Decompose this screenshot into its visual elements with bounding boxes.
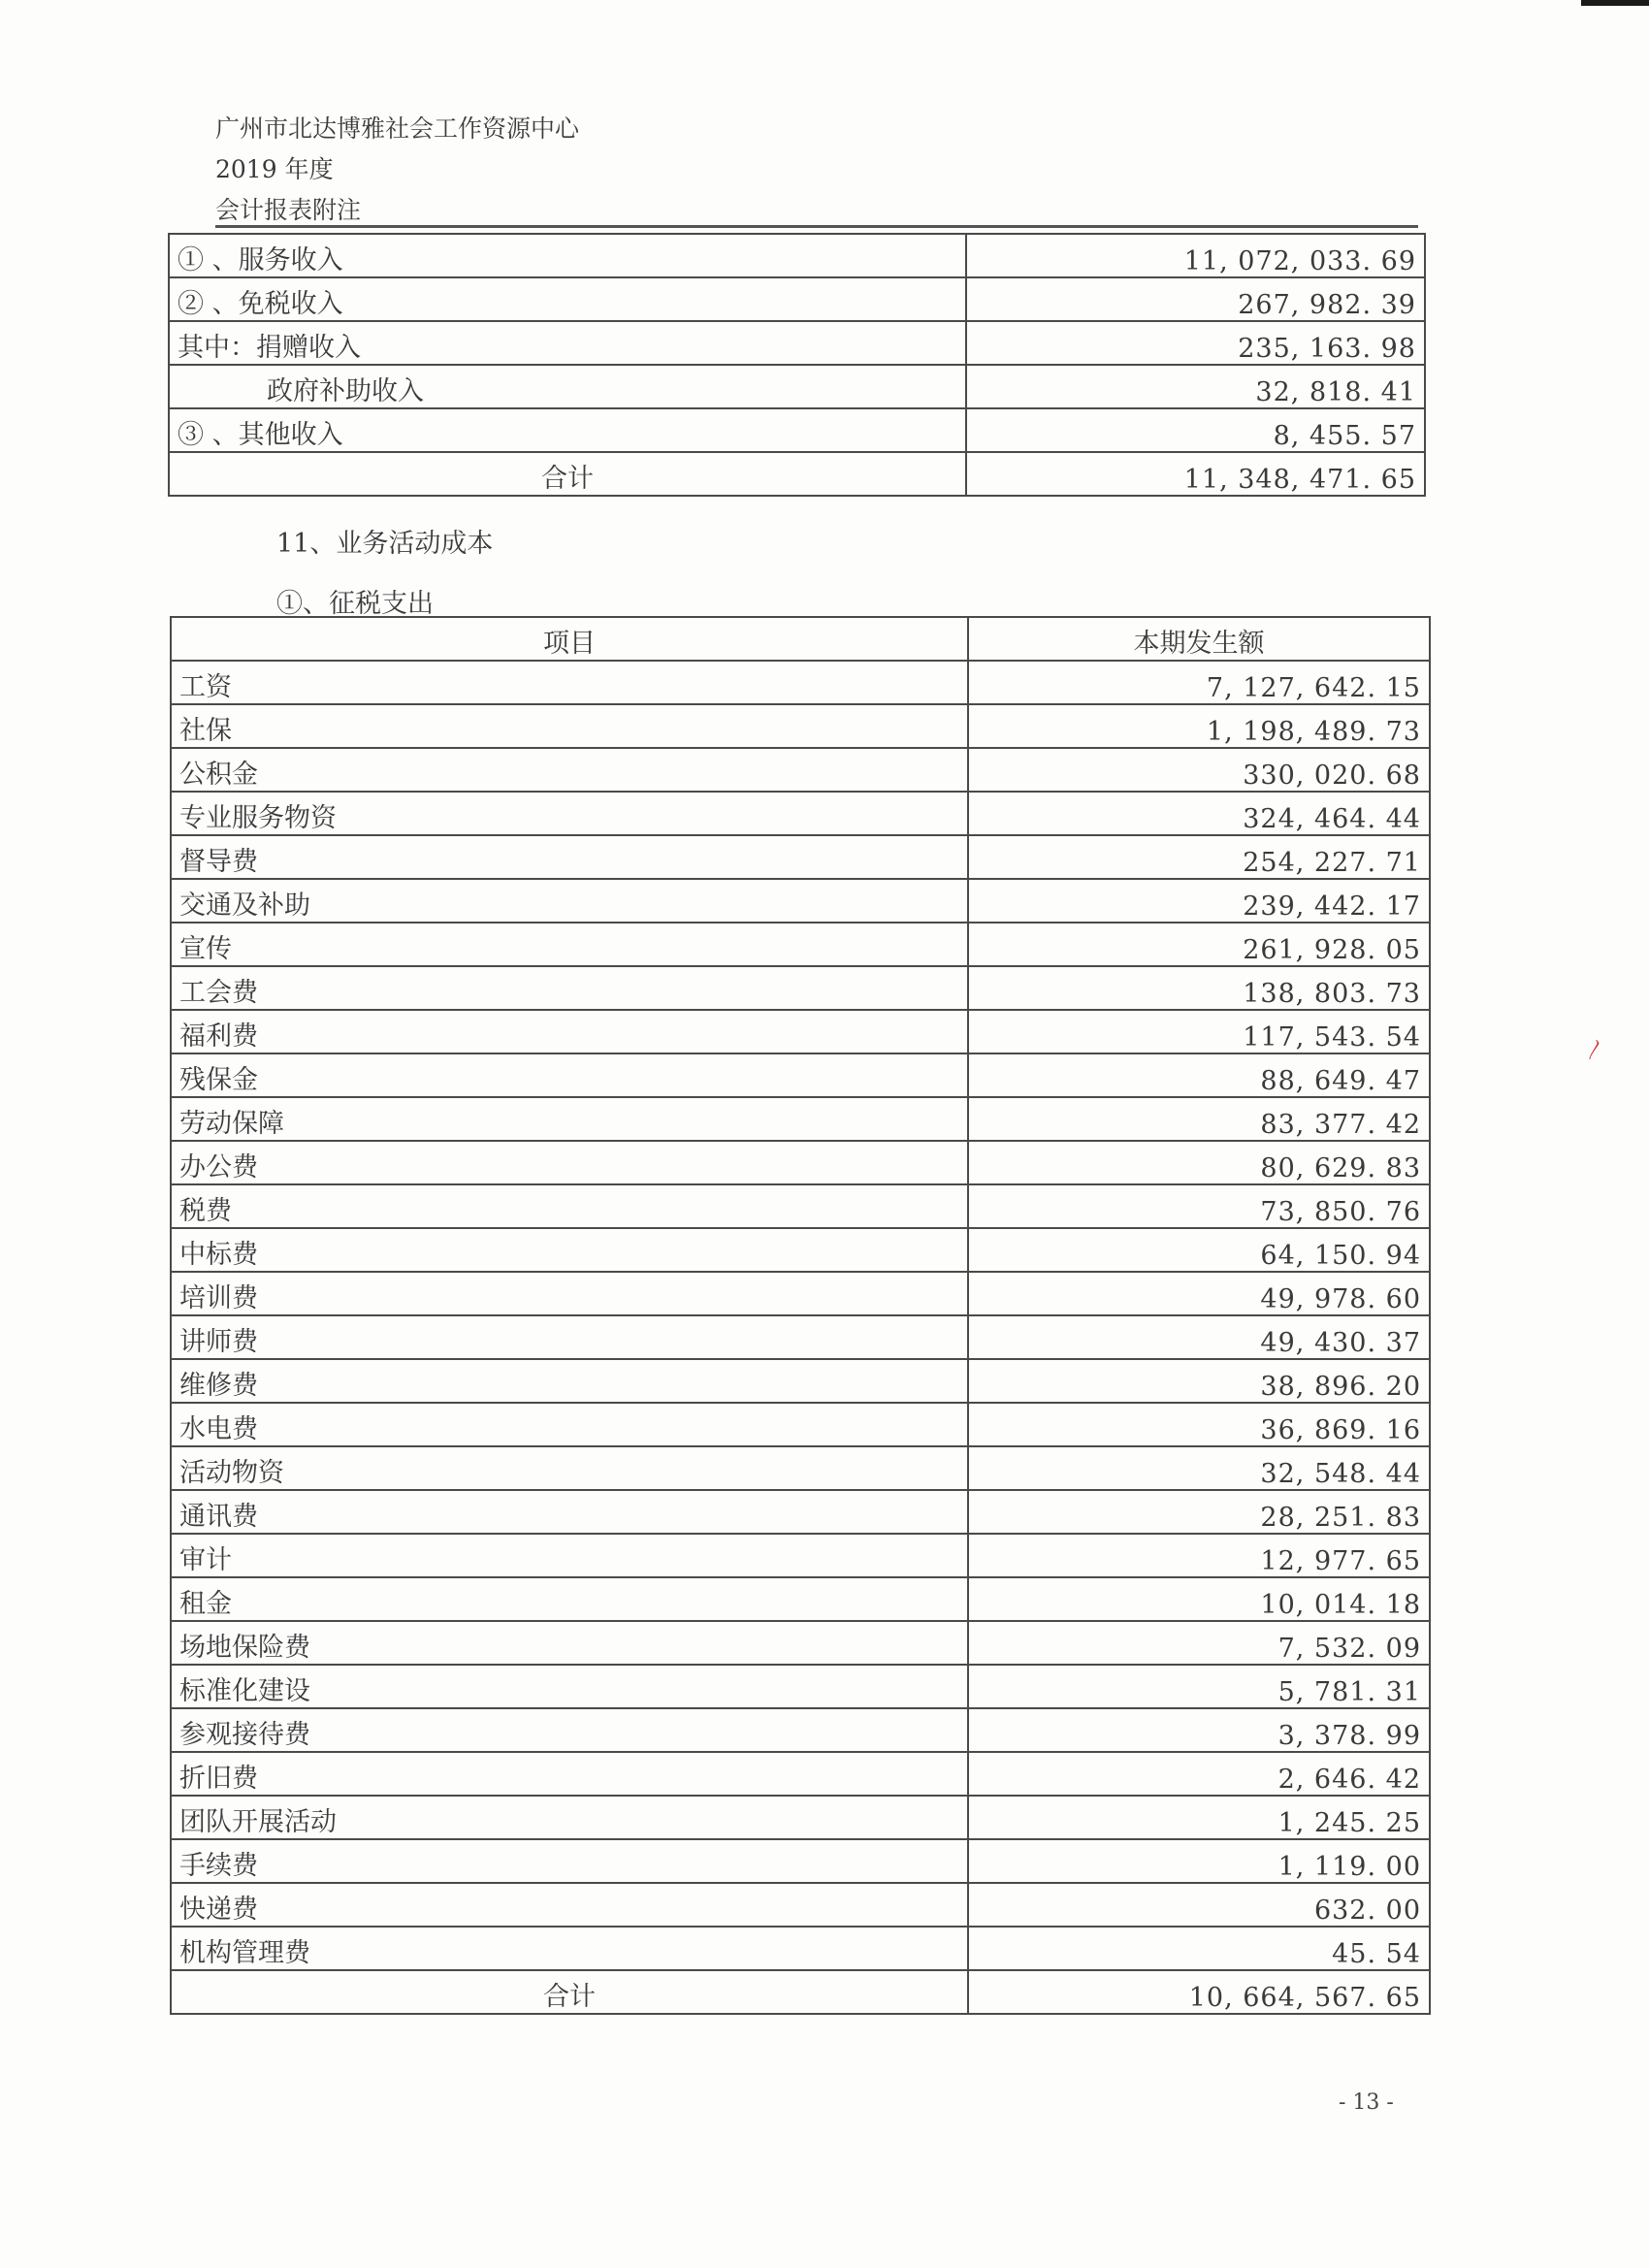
cost-row-label: 办公费 [171,1141,968,1184]
cost-row-value: 324, 464. 44 [968,792,1430,835]
cost-row [171,1184,1430,1228]
cost-row [171,1708,1430,1752]
income-row [169,277,1425,321]
cost-row-value: 5, 781. 31 [968,1665,1430,1708]
income-table-body [169,234,1425,496]
cost-row-label: 场地保险费 [171,1621,968,1665]
income-row-value: 267, 982. 39 [966,277,1425,321]
column-header-item: 项目 [171,617,968,661]
cost-row-label: 水电费 [171,1403,968,1446]
cost-row [171,1490,1430,1534]
cost-row [171,1665,1430,1708]
cost-row-value: 12, 977. 65 [968,1534,1430,1577]
doc-title: 会计报表附注 [215,196,362,224]
cost-row-value: 28, 251. 83 [968,1490,1430,1534]
cost-row-label: 中标费 [171,1228,968,1272]
cost-table [170,616,1431,2015]
cost-row-value: 80, 629. 83 [968,1141,1430,1184]
cost-row-label: 通讯费 [171,1490,968,1534]
cost-row-value: 32, 548. 44 [968,1446,1430,1490]
cost-row [171,1272,1430,1315]
income-row-value: 235, 163. 98 [966,321,1425,365]
cost-row-value: 10, 014. 18 [968,1577,1430,1621]
cost-row [171,1141,1430,1184]
income-row-label: 其中：捐赠收入 [169,321,966,365]
cost-row-value: 88, 649. 47 [968,1053,1430,1097]
cost-row-value: 64, 150. 94 [968,1228,1430,1272]
cost-row-label: 讲师费 [171,1315,968,1359]
cost-row-value: 1, 119. 00 [968,1839,1430,1883]
income-row [169,321,1425,365]
cost-row-value: 330, 020. 68 [968,748,1430,792]
cost-row-label: 社保 [171,704,968,748]
cost-row [171,1315,1430,1359]
cost-row-value: 2, 646. 42 [968,1752,1430,1796]
cost-row-value: 7, 532. 09 [968,1621,1430,1665]
income-total-label: 合计 [169,452,966,496]
cost-row-label: 团队开展活动 [171,1796,968,1839]
income-total-value: 11, 348, 471. 65 [966,452,1425,496]
income-row-label: ① 、服务收入 [169,234,966,277]
income-row [169,365,1425,408]
cost-row [171,923,1430,966]
cost-row-value: 45. 54 [968,1927,1430,1970]
cost-row-value: 83, 377. 42 [968,1097,1430,1141]
cost-row [171,1883,1430,1927]
cost-row [171,1796,1430,1839]
cost-row-label: 审计 [171,1534,968,1577]
cost-row-label: 福利费 [171,1010,968,1053]
cost-row-label: 活动物资 [171,1446,968,1490]
cost-row-label: 快递费 [171,1883,968,1927]
cost-row-label: 宣传 [171,923,968,966]
cost-row-label: 劳动保障 [171,1097,968,1141]
cost-row-label: 交通及补助 [171,879,968,923]
cost-row-value: 117, 543. 54 [968,1010,1430,1053]
cost-row [171,1403,1430,1446]
cost-row [171,966,1430,1010]
cost-row [171,1752,1430,1796]
cost-row-value: 38, 896. 20 [968,1359,1430,1403]
cost-row-value: 1, 198, 489. 73 [968,704,1430,748]
income-row-value: 32, 818. 41 [966,365,1425,408]
cost-row [171,1927,1430,1970]
cost-row [171,1097,1430,1141]
cost-row [171,1446,1430,1490]
cost-total-label: 合计 [171,1970,968,2014]
report-year: 2019 年度 [215,155,334,183]
cost-row-value: 138, 803. 73 [968,966,1430,1010]
cost-row [171,792,1430,835]
cost-row-label: 折旧费 [171,1752,968,1796]
margin-stamp-mark: 〳 [1581,1038,1605,1061]
cost-row-label: 工会费 [171,966,968,1010]
org-name: 广州市北达博雅社会工作资源中心 [215,114,580,143]
cost-table-header-row [171,617,1430,661]
cost-row-label: 督导费 [171,835,968,879]
income-row [169,234,1425,277]
income-row-label: ② 、免税收入 [169,277,966,321]
cost-row [171,1577,1430,1621]
cost-row-label: 参观接待费 [171,1708,968,1752]
cost-row-label: 维修费 [171,1359,968,1403]
cost-row-label: 公积金 [171,748,968,792]
page-number: - 13 - [1339,2090,1394,2115]
scan-corner-mark [1581,0,1649,6]
cost-row-value: 254, 227. 71 [968,835,1430,879]
cost-row-value: 36, 869. 16 [968,1403,1430,1446]
cost-row-value: 632. 00 [968,1883,1430,1927]
cost-row [171,1359,1430,1403]
cost-row [171,661,1430,704]
income-row-value: 11, 072, 033. 69 [966,234,1425,277]
cost-row-label: 专业服务物资 [171,792,968,835]
cost-row-value: 49, 978. 60 [968,1272,1430,1315]
income-table [168,233,1426,497]
cost-total-row [171,1970,1430,2014]
income-row-label: 政府补助收入 [169,365,966,408]
subsection-heading: ①、征税支出 [276,589,434,619]
cost-row-value: 7, 127, 642. 15 [968,661,1430,704]
cost-row [171,1228,1430,1272]
header-divider [215,225,1418,228]
cost-row-label: 手续费 [171,1839,968,1883]
cost-row-value: 73, 850. 76 [968,1184,1430,1228]
income-row-value: 8, 455. 57 [966,408,1425,452]
column-header-amount: 本期发生额 [968,617,1430,661]
cost-row-value: 3, 378. 99 [968,1708,1430,1752]
cost-row-label: 机构管理费 [171,1927,968,1970]
cost-row [171,835,1430,879]
income-total-row [169,452,1425,496]
cost-row-label: 培训费 [171,1272,968,1315]
cost-row [171,1053,1430,1097]
cost-row-label: 工资 [171,661,968,704]
cost-total-value: 10, 664, 567. 65 [968,1970,1430,2014]
cost-row-value: 1, 245. 25 [968,1796,1430,1839]
cost-row [171,1621,1430,1665]
cost-row-value: 49, 430. 37 [968,1315,1430,1359]
cost-row-label: 租金 [171,1577,968,1621]
cost-row [171,1839,1430,1883]
section-11-heading: 11、业务活动成本 [276,529,494,559]
income-row [169,408,1425,452]
cost-row-label: 标准化建设 [171,1665,968,1708]
cost-row-label: 税费 [171,1184,968,1228]
cost-row-label: 残保金 [171,1053,968,1097]
cost-table-body [171,617,1430,2014]
cost-row [171,1534,1430,1577]
cost-row-value: 261, 928. 05 [968,923,1430,966]
document-header [215,109,579,231]
cost-row [171,748,1430,792]
cost-row [171,704,1430,748]
income-row-label: ③ 、其他收入 [169,408,966,452]
cost-row [171,879,1430,923]
cost-row [171,1010,1430,1053]
cost-row-value: 239, 442. 17 [968,879,1430,923]
